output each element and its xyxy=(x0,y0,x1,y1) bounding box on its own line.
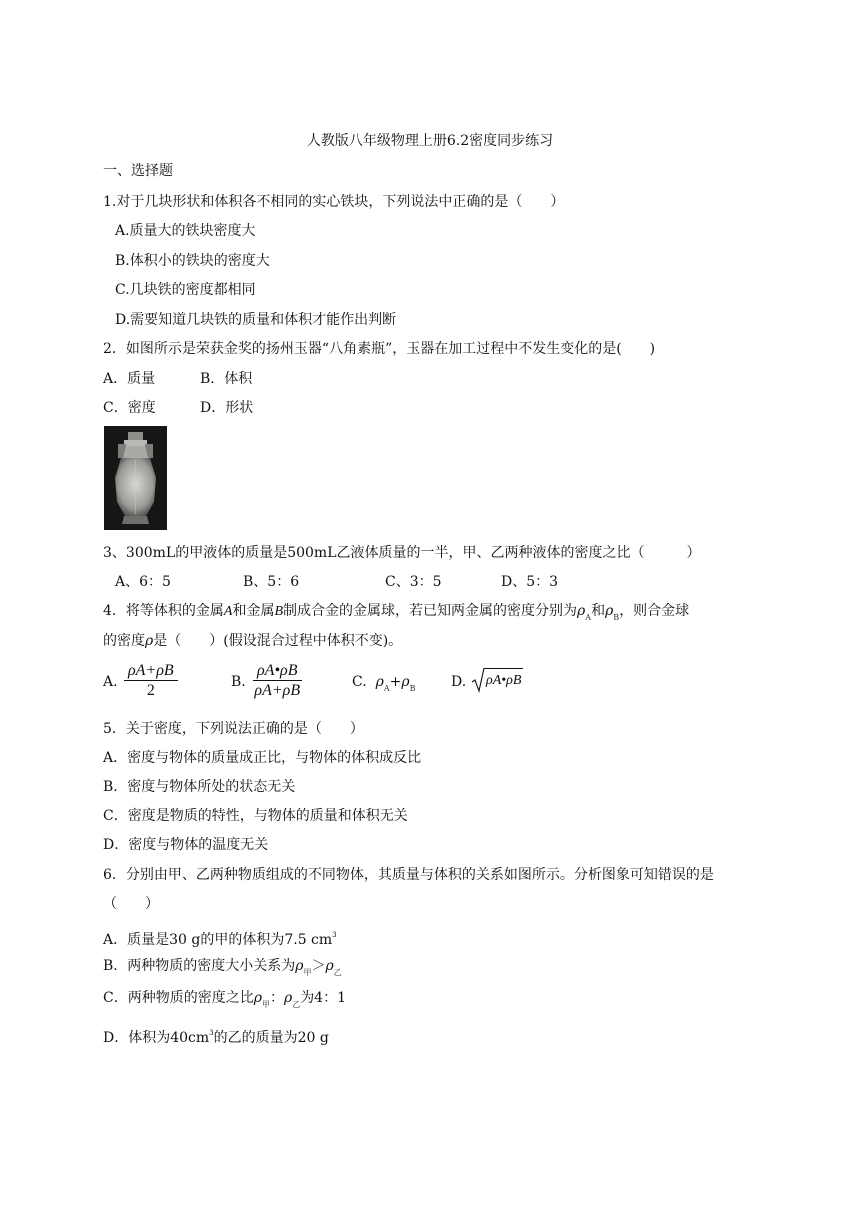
q3-option-a: A、6：5 xyxy=(115,574,171,590)
q6-stem-line2: （ ） xyxy=(103,896,159,912)
q3-option-b: B、5：6 xyxy=(243,574,300,590)
q1-option-c: C.几块铁的密度都相同 xyxy=(115,282,256,298)
document-title: 人教版八年级物理上册6.2密度同步练习 xyxy=(306,133,554,149)
q4-option-c: C. $\rho_A+\rho_B$ xyxy=(352,674,416,693)
q4-option-b-label: B. xyxy=(231,674,246,690)
q3-option-d: D、5：3 xyxy=(501,574,559,590)
q2-option-d: D．形状 xyxy=(200,400,254,416)
q3-option-c: C、3：5 xyxy=(385,574,442,590)
q2-option-a: A．质量 xyxy=(103,371,156,387)
q5-option-d: D．密度与物体的温度无关 xyxy=(103,837,269,853)
q5-option-a: A．密度与物体的质量成正比，与物体的体积成反比 xyxy=(103,750,422,766)
q5-option-b: B．密度与物体所处的状态无关 xyxy=(103,779,296,795)
q1-option-a: A.质量大的铁块密度大 xyxy=(115,223,256,239)
q6-option-c: C．两种物质的密度之比$\rho_甲$：$\rho_乙$为4：1 xyxy=(103,990,347,1009)
section-heading: 一、选择题 xyxy=(103,163,173,179)
q4-stem-line1: 4．将等体积的金属A和金属B制成合金的金属球，若已知两金属的密度分别为$\rho_A$和$\rho_B$，则合金球 xyxy=(103,603,690,622)
radical-sign-icon xyxy=(471,667,485,693)
q3-stem: 3、300mL的甲液体的质量是500mL乙液体质量的一半，甲、乙两种液体的密度之比（ ） xyxy=(103,545,701,561)
q4-option-d-label: D. xyxy=(451,674,467,690)
q6-stem-line1: 6．分别由甲、乙两种物质组成的不同物体，其质量与体积的关系如图所示。分析图象可知错误的是 xyxy=(103,867,714,883)
q2-stem: 2．如图所示是荣获金奖的扬州玉器“八角素瓶”，玉器在加工过程中不发生变化的是( ) xyxy=(103,341,656,357)
q6-option-d: D．体积为$40cm^3$的乙的质量为20 g xyxy=(103,1029,329,1046)
q2-option-b: B．体积 xyxy=(200,371,253,387)
q4-stem-line2: 的密度ρ是（ ）(假设混合过程中体积不变)。 xyxy=(103,633,403,649)
q6-option-b: B．两种物质的密度大小关系为$\rho_甲>\rho_乙$ xyxy=(103,958,342,977)
q6-option-a: A．质量是30 g的甲的体积为7.5 $cm^3$ xyxy=(103,931,337,948)
q1-option-d: D.需要知道几块铁的质量和体积才能作出判断 xyxy=(115,312,397,328)
q4-option-b-fraction: $\frac{\rho A•\rho B}{\rho A+\rho B}$ xyxy=(254,662,301,699)
jade-vase-image xyxy=(104,426,167,530)
q4-option-a-label: A. xyxy=(103,674,118,690)
document-page: 人教版八年级物理上册6.2密度同步练习 一、选择题 1.对于几块形状和体积各不相同的实心铁块，下列说法中正确的是（ ） A.质量大的铁块密度大 B.体积小的铁块的密度大 C.几块铁的密度都相同 D.需要知道几块铁的质量和体积才能作出判断 2．如图所示是荣获金奖的扬州玉器“八角素瓶”，玉器在加工过程中不发生变化的是( ) A．质量 B．体积 C．密度 D．形状 3、300mL的甲液体的质量是500mL乙液体质量的一半，甲、乙两种液体的密度之比（ ） A、6：5 B、5：6 C、3：5 D、5：3 4．将等体积的金属A和金属B制成合金的金属球，若已知两金属的密度分别为$\rho_A$和$\rho_B$，则合金球 的密度ρ是（ ）(假设混合过程中体积不变)。 A. $\frac{\rho A+\rho B}{2}$ B. $\frac{\rho A•\rho B}{\rho A+\rho B}$ C. $\rho_A+\rho_B$ D. ρA•ρB 5．关于密度，下列说法正确的是（ ） A．密度与物体的质量成正比，与物体的体积成反比 B．密度与物体所处的状态无关 C．密度是物质的特性，与物体的质量和体积无关 D．密度与物体的温度无关 6．分别由甲、乙两种物质组成的不同物体，其质量与体积的关系如图所示。分析图象可知错误的是 （ ） A．质量是30 g的甲的体积为7.5 $cm^3$ B．两种物质的密度大小关系为$\rho_甲>\rho_乙$ C．两种物质的密度之比$\rho_甲$：$\rho_乙$为4：1 D．体积为$40cm^3$的乙的质量为20 g xyxy=(0,0,860,1216)
q5-option-c: C．密度是物质的特性，与物体的质量和体积无关 xyxy=(103,808,408,824)
q1-option-b: B.体积小的铁块的密度大 xyxy=(115,253,270,269)
q5-stem: 5．关于密度，下列说法正确的是（ ） xyxy=(103,721,364,737)
q1-stem: 1.对于几块形状和体积各不相同的实心铁块，下列说法中正确的是（ ） xyxy=(103,194,565,210)
q4-option-a-fraction: $\frac{\rho A+\rho B}{2}$ xyxy=(124,662,178,701)
q2-option-c: C．密度 xyxy=(103,400,156,416)
